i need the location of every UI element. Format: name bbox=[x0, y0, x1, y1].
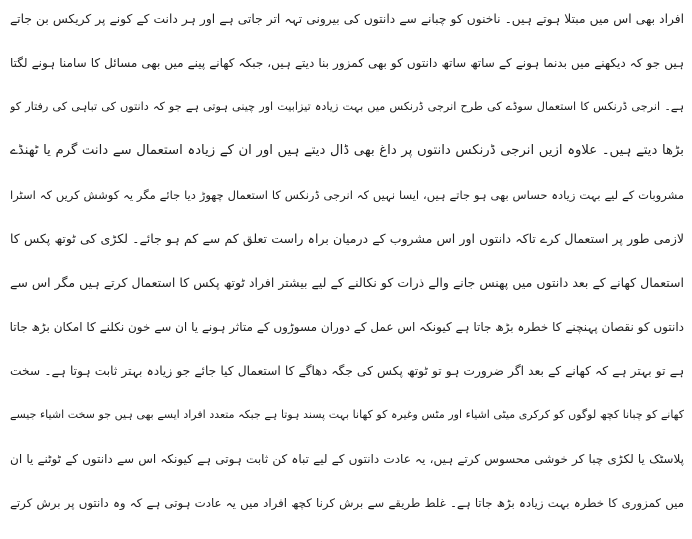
text-line: ہے۔ انرجی ڈرنکس کا استعمال سوڈے کی طرح انرجی ڈرنکس میں بہت زیادہ تیزابیت اور چینی ہوتی ہے جو کہ دانتوں کی تباہی کی رفتار کو bbox=[10, 100, 684, 113]
text-line: ہیں جو کہ دیکھنے میں بدنما ہونے کے ساتھ ساتھ دانتوں کو بھی کمزور بنا دیتے ہیں، جبکہ کھانے پینے میں بھی مسائل کا سامنا ہونے لگتا bbox=[10, 56, 684, 70]
text-line: میں کمزوری کا خطرہ بہت زیادہ بڑھ جاتا ہے۔ غلط طریقے سے برش کرنا کچھ افراد میں یہ عادت ہوتی ہے کہ وہ دانتوں پر برش کرتے bbox=[10, 496, 684, 510]
text-line: افراد بھی اس میں مبتلا ہوتے ہیں۔ ناخنوں کو چبانے سے دانتوں کی بیرونی تہہ اتر جاتی ہے اور ہر دانت کے کونے پر کریکس بن جاتے bbox=[10, 12, 684, 26]
text-line: کھانے کو چبانا کچھ لوگوں کو کرکری میٹی اشیاء اور مٹس وغیرہ کو کھانا بہت پسند ہوتا ہے جبکہ متعدد افراد ایسے بھی ہیں جو سخت اشیاء جیسے bbox=[10, 408, 684, 421]
text-line: ہے تو بہتر ہے کہ کھانے کے بعد اگر ضرورت ہو تو ٹوتھ پکس کی جگہ دھاگے کا استعمال کیا جائے جو زیادہ بہتر ثابت ہوتا ہے۔ سخت bbox=[10, 364, 684, 378]
text-line: بڑھا دیتے ہیں۔ علاوہ ازیں انرجی ڈرنکس دانتوں پر داغ بھی ڈال دیتے ہیں اور ان کے زیادہ استعمال سے دانت گرم یا ٹھنڈے bbox=[10, 143, 684, 158]
text-line: استعمال کھانے کے بعد دانتوں میں پھنس جانے والے ذرات کو نکالنے کے لیے بیشتر افراد ٹوتھ پکس کا استعمال کرتے ہیں مگر اس سے bbox=[10, 275, 684, 290]
text-line: مشروبات کے لیے بہت زیادہ حساس بھی ہو جاتے ہیں، ایسا نہیں کہ انرجی ڈرنکس کا استعمال چھوڑ دیا جائے مگر یہ کوشش کریں کہ اسٹرا bbox=[10, 188, 684, 202]
text-line: پلاسٹک یا لکڑی چبا کر خوشی محسوس کرتے ہیں، یہ عادت دانتوں کے لیے تباہ کن ثابت ہوتی ہے کیونکہ اس سے دانتوں کے ٹوٹنے یا ان bbox=[10, 452, 684, 466]
text-line: لازمی طور پر استعمال کرے تاکہ دانتوں اور اس مشروب کے درمیان براہ راست تعلق کم سے کم ہو جائے۔ لکڑی کی ٹوتھ پکس کا bbox=[10, 231, 684, 246]
text-line: دانتوں کو نقصان پہنچنے کا خطرہ بڑھ جاتا ہے کیونکہ اس عمل کے دوران مسوڑوں کے متاثر ہونے یا ان سے خون نکلنے کا امکان بڑھ جاتا bbox=[10, 320, 684, 334]
